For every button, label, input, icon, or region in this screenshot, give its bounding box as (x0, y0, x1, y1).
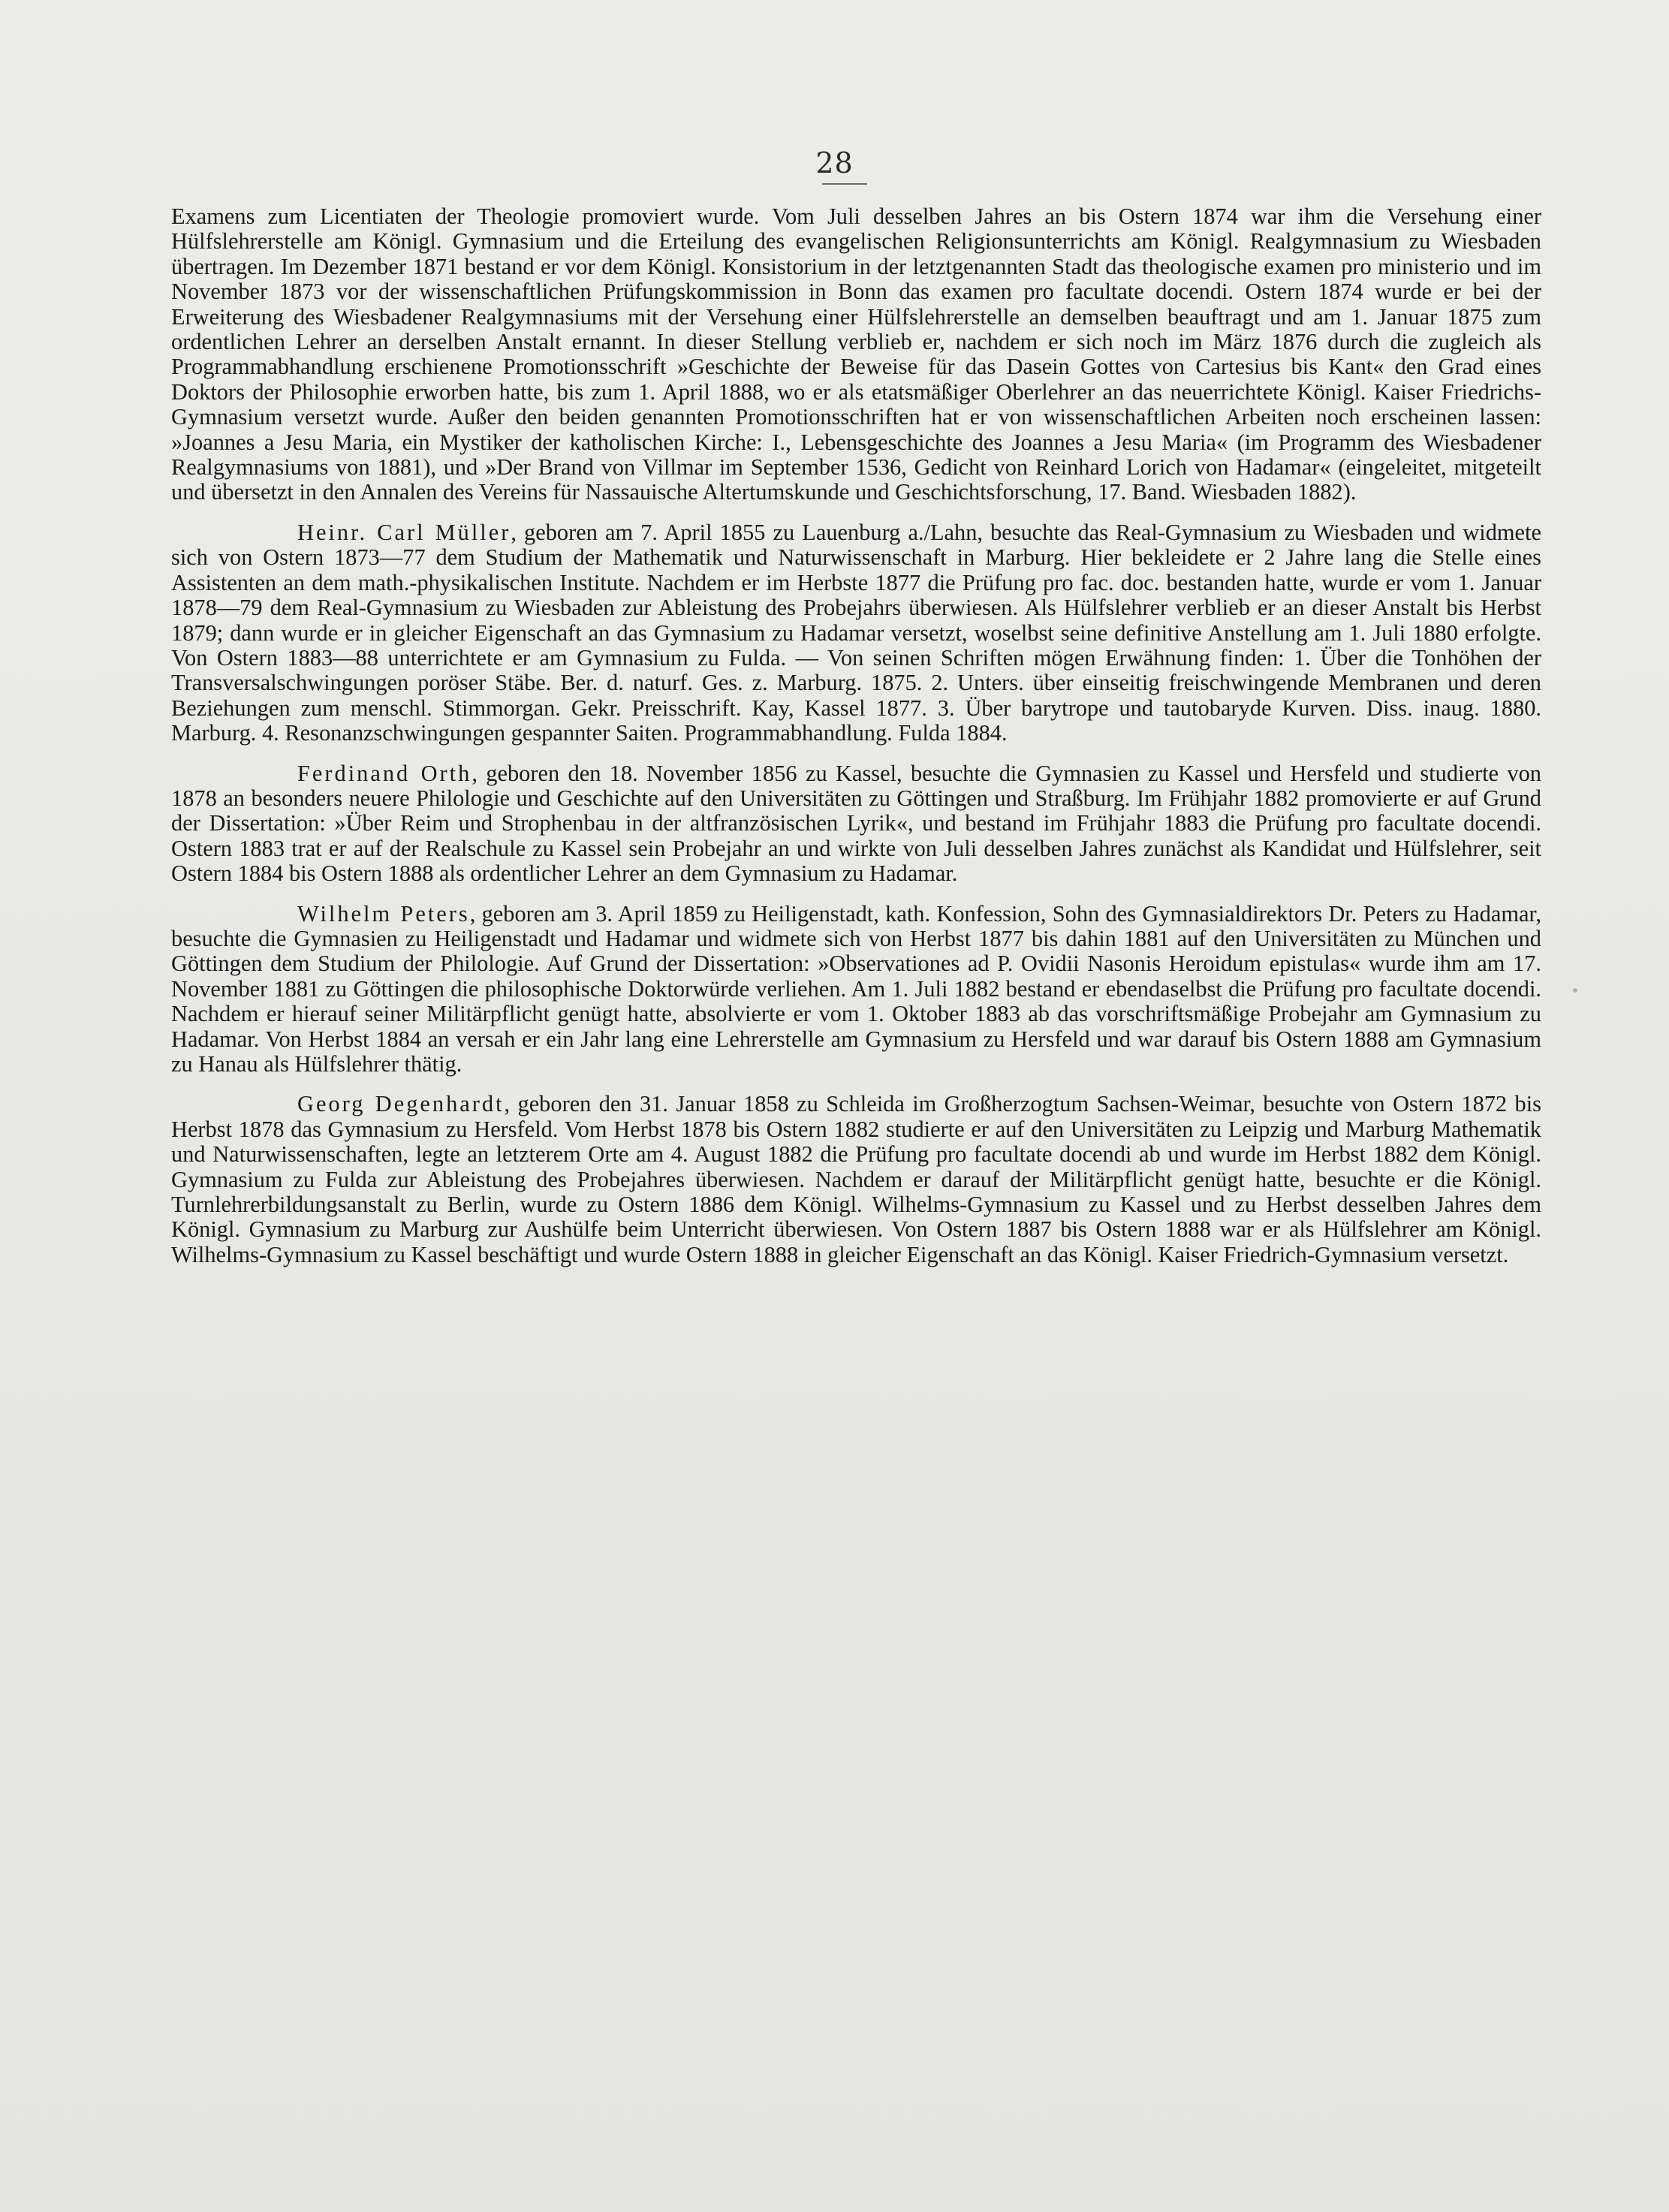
biography-peters (171, 902, 1541, 1077)
biography-mueller (171, 520, 1541, 746)
paragraph-body: , geboren am 7. April 1855 zu Lauenburg a./Lahn, besuchte das Real-Gymnasium zu Wiesbaden und widmete sich von Ostern 1873—77 dem Studium der Mathematik und Naturwissenschaft in Marburg. Hier bekleidete er 2 Jahre lang die Stelle eines Assistenten an dem math.-physikalischen Institute. Nachdem er im Herbste 1877 die Prüfung pro fac. doc. bestanden hatte, wurde er vom 1. Januar 1878—79 dem Real-Gymnasium zu Wiesbaden zur Ableistung des Probejahrs überwiesen. Als Hülfslehrer verblieb er an dieser Anstalt bis Herbst 1879; dann wurde er in gleicher Eigenschaft an das Gymnasium zu Hadamar versetzt, woselbst seine definitive Anstellung am 1. Juli 1880 erfolgte. Von Ostern 1883—88 unterrichtete er am Gymnasium zu Fulda. — Von seinen Schriften mögen Erwähnung finden: 1. Über die Tonhöhen der Transversalschwingungen poröser Stäbe. Ber. d. naturf. Ges. z. Marburg. 1875. 2. Unters. über einseitig freischwingende Membranen und deren Beziehungen zum menschl. Stimmorgan. Gekr. Preisschrift. Kay, Kassel 1877. 3. Über barytrope und tautobaryde Kurven. Diss. inaug. 1880. Marburg. 4. Resonanzschwingungen gespannter Saiten. Programmabhandlung. Fulda 1884. (171, 519, 1541, 746)
paragraph-continuation (171, 204, 1541, 505)
paragraph-body: , geboren den 31. Januar 1858 zu Schleida im Großherzogtum Sachsen-Weimar, besuchte von Ostern 1872 bis Herbst 1878 das Gymnasium zu Hersfeld. Vom Herbst 1878 bis Ostern 1882 studierte er auf den Universitäten zu Leipzig und Marburg Mathematik und Naturwissenschaften, legte an letzterem Orte am 4. August 1882 die Prüfung pro facultate docendi ab und wurde im Herbst 1882 dem Königl. Gymnasium zu Fulda zur Ableistung des Probejahres überwiesen. Nachdem er darauf der Militärpflicht genügt hatte, besuchte er die Königl. Turnlehrerbildungsanstalt zu Berlin, wurde zu Ostern 1886 dem Königl. Wilhelms-Gymnasium zu Kassel und zu Herbst desselben Jahres dem Königl. Gymnasium zu Marburg zur Aushülfe beim Unterricht überwiesen. Von Ostern 1887 bis Ostern 1888 war er als Hülfslehrer am Königl. Wilhelms-Gymnasium zu Kassel beschäftigt und wurde Ostern 1888 in gleicher Eigenschaft an das Königl. Kaiser Friedrich-Gymnasium versetzt. (171, 1091, 1541, 1267)
page-number-rule (822, 183, 867, 185)
print-speck (1573, 988, 1577, 993)
biography-degenhardt (171, 1092, 1541, 1267)
person-name: Ferdinand Orth (297, 760, 472, 786)
person-name: Heinr. Carl Müller (297, 519, 511, 545)
paragraph-body: Examens zum Licentiaten der Theologie promoviert wurde. Vom Juli desselben Jahres an bis Ostern 1874 war ihm die Versehung einer Hülfslehrerstelle am Königl. Gymnasium und die Erteilung des evangelischen Religionsunterrichts am Königl. Realgymnasium zu Wiesbaden übertragen. Im Dezember 1871 bestand er vor dem Königl. Konsistorium in der letztgenannten Stadt das theologische examen pro ministerio und im November 1873 vor der wissenschaftlichen Prüfungskommission in Bonn das examen pro facultate docendi. Ostern 1874 wurde er bei der Erweiterung des Wiesbadener Realgymnasiums mit der Versehung einer Hülfslehrerstelle an demselben beauftragt und am 1. Januar 1875 zum ordentlichen Lehrer an derselben Anstalt ernannt. In dieser Stellung verblieb er, nachdem er sich noch im März 1876 durch die zugleich als Programmabhandlung erschienene Promotionsschrift »Geschichte der Beweise für das Dasein Gottes von Cartesius bis Kant« den Grad eines Doktors der Philosophie erworben hatte, bis zum 1. April 1888, wo er als etatsmäßiger Oberlehrer an das neuerrichtete Königl. Kaiser Friedrichs-Gymnasium versetzt wurde. Außer den beiden genannten Promotionsschriften hat er von wissenschaftlichen Arbeiten noch erscheinen lassen: »Joannes a Jesu Maria, ein Mystiker der katholischen Kirche: I., Lebensgeschichte des Joannes a Jesu Maria« (im Programm des Wiesbadener Realgymnasiums von 1881), und »Der Brand von Villmar im September 1536, Gedicht von Reinhard Lorich von Hadamar« (eingeleitet, mitgeteilt und übersetzt in den Annalen des Vereins für Nassauische Altertumskunde und Geschichtsforschung, 17. Band. Wiesbaden 1882). (171, 203, 1541, 505)
biography-orth (171, 761, 1541, 887)
person-name: Wilhelm Peters (297, 900, 470, 927)
paragraph-body: , geboren am 3. April 1859 zu Heiligenstadt, kath. Konfession, Sohn des Gymnasialdirektors Dr. Peters zu Hadamar, besuchte die Gymnasien zu Heiligenstadt und Hadamar und widmete sich von Herbst 1877 bis dahin 1881 auf den Universitäten zu München und Göttingen dem Studium der Philologie. Auf Grund der Dissertation: »Observationes ad P. Ovidii Nasonis Heroidum epistulas« wurde ihm am 17. November 1881 zu Göttingen die philosophische Doktorwürde verliehen. Am 1. Juli 1882 bestand er ebendaselbst die Prüfung pro facultate docendi. Nachdem er hierauf seiner Militärpflicht genügt hatte, absolvierte er vom 1. Oktober 1883 ab das vorschriftsmäßige Probejahr am Gymnasium zu Hadamar. Von Herbst 1884 an versah er ein Jahr lang eine Lehrerstelle am Gymnasium zu Hersfeld und war darauf bis Ostern 1888 am Gymnasium zu Hanau als Hülfslehrer thätig. (171, 900, 1541, 1077)
person-name: Georg Degenhardt (297, 1091, 505, 1117)
body-text (171, 204, 1541, 1267)
page-number: 28 (815, 146, 854, 179)
paragraph-body: , geboren den 18. November 1856 zu Kassel, besuchte die Gymnasien zu Kassel und Hersfeld und studierte von 1878 an besonders neuere Philologie und Geschichte auf den Universitäten zu Göttingen und Straßburg. Im Frühjahr 1882 promovierte er auf Grund der Dissertation: »Über Reim und Strophenbau in der altfranzösischen Lyrik«, und bestand im Frühjahr 1883 die Prüfung pro facultate docendi. Ostern 1883 trat er auf der Realschule zu Kassel sein Probejahr an und wirkte von Juli desselben Jahres zunächst als Kandidat und Hülfslehrer, seit Ostern 1884 bis Ostern 1888 als ordentlicher Lehrer an dem Gymnasium zu Hadamar. (171, 760, 1541, 887)
